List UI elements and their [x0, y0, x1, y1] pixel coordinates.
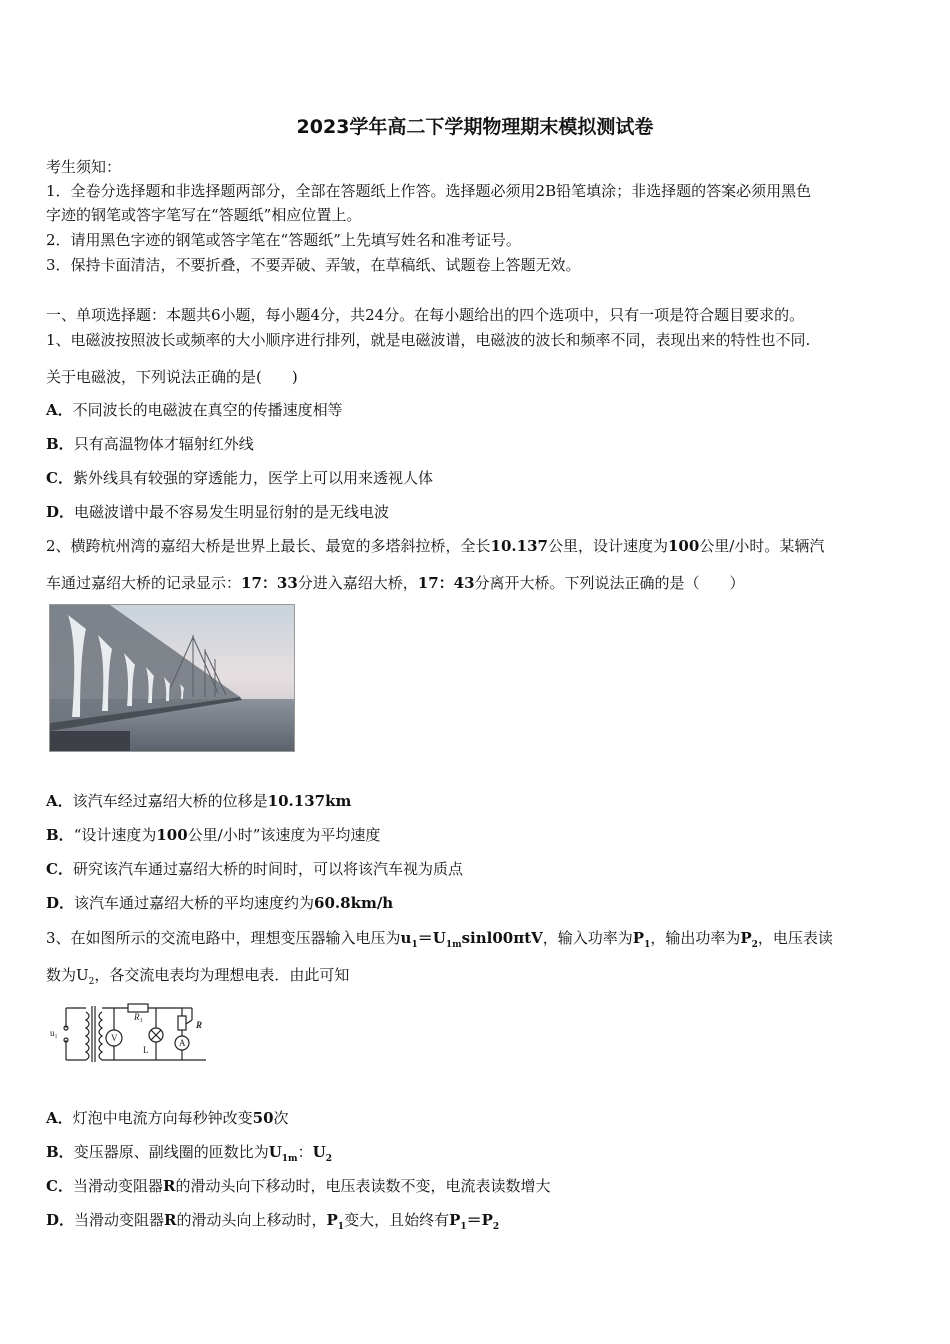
q1-stem: 关于电磁波，下列说法正确的是( ) [46, 368, 298, 386]
section-heading: 一、单项选择题：本题共6小题，每小题4分，共24分。在每小题给出的四个选项中，只有一项是符合题目要求的。 [46, 306, 805, 324]
notice-item: 字迹的钢笔或答字笔写在“答题纸”相应位置上。 [46, 206, 362, 224]
option-label: C． [46, 1177, 73, 1195]
q3-option-b[interactable] [46, 1141, 332, 1164]
label-a: A [179, 1038, 186, 1048]
q2-option-a[interactable] [46, 790, 351, 811]
option-value: 10.137km [267, 792, 352, 810]
option-value: 50 [252, 1109, 274, 1127]
option-text: ： [297, 1143, 313, 1161]
symbol-sub: 2 [88, 977, 95, 987]
q2-speed: 100 [667, 537, 700, 555]
option-text: 变压器原、副线圈的匝数比为 [73, 1143, 269, 1161]
q2-stem-part: 分离开大桥。下列说法正确的是（ ） [474, 574, 745, 592]
option-text: “设计速度为 [73, 826, 157, 844]
primary-coil [86, 1012, 89, 1060]
notice-heading: 考生须知： [46, 158, 122, 176]
symbol: U [76, 966, 89, 984]
q2-time-out: 17：43 [417, 574, 475, 592]
notice-item: 1．全卷分选择题和非选择题两部分，全部在答题纸上作答。选择题必须用2B铅笔填涂；非选择题的答案必须用黑色 [46, 182, 812, 200]
option-sub: 1m [281, 1154, 298, 1164]
q3-stem-part: ，电压表读 [757, 929, 833, 947]
option-text: 的滑动头向上移动时， [176, 1211, 327, 1229]
option-sub: 1 [460, 1222, 467, 1232]
symbol: P [632, 929, 645, 947]
option-label: D． [46, 503, 75, 521]
q3-stem-part: ，输出功率为 [650, 929, 741, 947]
option-text: 只有高温物体才辐射红外线 [73, 435, 254, 453]
q3-stem [46, 927, 833, 950]
option-text: 当滑动变阻器 [72, 1177, 163, 1195]
option-label: A． [46, 401, 73, 419]
option-value: R [162, 1177, 176, 1195]
option-sub: 2 [325, 1154, 332, 1164]
q2-option-c[interactable] [46, 858, 463, 879]
q3-stem-part: ，各交流电表均为理想电表．由此可知 [94, 966, 350, 984]
option-text: 该汽车通过嘉绍大桥的平均速度约为 [74, 894, 315, 912]
option-label: A． [46, 792, 73, 810]
formula-sub: 1m [445, 940, 462, 950]
symbol-sub: 2 [751, 940, 758, 950]
q2-stem-part: 公里，设计速度为 [547, 537, 668, 555]
q2-stem-part: 公里/小时。某辆汽 [699, 537, 825, 555]
option-text: 该汽车经过嘉绍大桥的位移是 [72, 792, 268, 810]
resistor-r1 [128, 1004, 148, 1012]
formula-sub: 1 [411, 940, 418, 950]
q1-stem: 1、电磁波按照波长或频率的大小顺序进行排列，就是电磁波谱，电磁波的波长和频率不同，表现出来的特性也不同. [46, 331, 811, 349]
option-text: 变大，且始终有 [344, 1211, 450, 1229]
q1-option-b[interactable] [46, 433, 254, 454]
notice-item: 2．请用黑色字迹的钢笔或答字笔在“答题纸”上先填写姓名和准考证号。 [46, 231, 521, 249]
formula-part: sinl00πtV [461, 929, 543, 947]
option-text: 灯泡中电流方向每秒钟改变 [72, 1109, 253, 1127]
option-text: 当滑动变阻器 [74, 1211, 165, 1229]
option-label: C． [46, 469, 73, 487]
circuit-diagram [46, 998, 216, 1068]
page-title: 2023学年高二下学期物理期末模拟测试卷 [296, 116, 654, 138]
label-r1: R₁ [134, 1012, 143, 1022]
q2-option-b[interactable] [46, 824, 380, 845]
q1-option-d[interactable] [46, 501, 389, 522]
option-value: 100 [156, 826, 188, 844]
option-sub: 1 [337, 1222, 345, 1232]
secondary-coil [99, 1012, 102, 1060]
label-l: L [143, 1045, 149, 1055]
option-text: 紫外线具有较强的穿透能力，医学上可以用来透视人体 [72, 469, 433, 487]
option-label: B． [46, 435, 74, 453]
q3-stem [46, 964, 349, 987]
option-label: A． [46, 1109, 73, 1127]
q3-option-a[interactable] [46, 1107, 289, 1128]
bridge-photo-drawing [50, 605, 294, 751]
q2-time-in: 17：33 [241, 574, 298, 592]
q3-p1 [632, 929, 651, 950]
option-label: D． [46, 1211, 75, 1229]
q3-stem-part: 3、在如图所示的交流电路中，理想变压器输入电压为 [46, 929, 401, 947]
option-label: C． [46, 860, 73, 878]
formula-part: u [400, 929, 412, 947]
q3-option-c[interactable] [46, 1175, 550, 1196]
q2-length: 10.137 [490, 537, 548, 555]
q2-stem [46, 572, 745, 593]
q3-u2 [76, 966, 95, 987]
option-text: 电磁波谱中最不容易发生明显衍射的是无线电波 [74, 503, 390, 521]
q2-stem-part: 2、横跨杭州湾的嘉绍大桥是世界上最长、最宽的多塔斜拉桥，全长 [46, 537, 491, 555]
option-value: R [164, 1211, 177, 1229]
option-value: 60.8km/h [314, 894, 394, 912]
label-r: R [196, 1020, 203, 1030]
option-value: U [312, 1143, 326, 1161]
option-text: 不同波长的电磁波在真空的传播速度相等 [72, 401, 343, 419]
slider [186, 1020, 192, 1024]
option-value: U [268, 1143, 282, 1161]
option-label: D． [46, 894, 75, 912]
rheostat-r [178, 1016, 186, 1030]
notice-item: 3．保持卡面清洁，不要折叠，不要弄破、弄皱，在草稿纸、试题卷上答题无效。 [46, 256, 581, 274]
q3-option-d[interactable] [46, 1209, 499, 1232]
option-label: B． [46, 1143, 74, 1161]
q3-stem-part: 数为 [46, 966, 77, 984]
option-sub: 2 [492, 1222, 500, 1232]
q1-option-a[interactable] [46, 399, 343, 420]
option-value: P [449, 1211, 461, 1229]
label-u1: u₁ [50, 1028, 58, 1038]
q1-option-c[interactable] [46, 467, 433, 488]
q3-formula [400, 929, 543, 950]
option-value: ＝ [466, 1211, 482, 1229]
q2-stem [46, 535, 824, 556]
option-value: P [481, 1211, 493, 1229]
formula-part: ＝U [417, 929, 446, 947]
q3-p2 [740, 929, 758, 950]
q3-stem-part: ，输入功率为 [542, 929, 633, 947]
option-text: 研究该汽车通过嘉绍大桥的时间时，可以将该汽车视为质点 [72, 860, 463, 878]
option-value: P [326, 1211, 338, 1229]
symbol: P [740, 929, 752, 947]
symbol-sub: 1 [644, 940, 651, 950]
option-label: B． [46, 826, 74, 844]
option-text: 次 [273, 1109, 289, 1127]
bridge-photo [49, 604, 295, 752]
label-v: V [111, 1033, 118, 1043]
q2-option-d[interactable] [46, 892, 393, 913]
q2-stem-part: 车通过嘉绍大桥的记录显示： [46, 574, 242, 592]
q2-stem-part: 分进入嘉绍大桥， [297, 574, 418, 592]
option-text: 的滑动头向下移动时，电压表读数不变，电流表读数增大 [175, 1177, 551, 1195]
option-text: 公里/小时”该速度为平均速度 [187, 826, 381, 844]
